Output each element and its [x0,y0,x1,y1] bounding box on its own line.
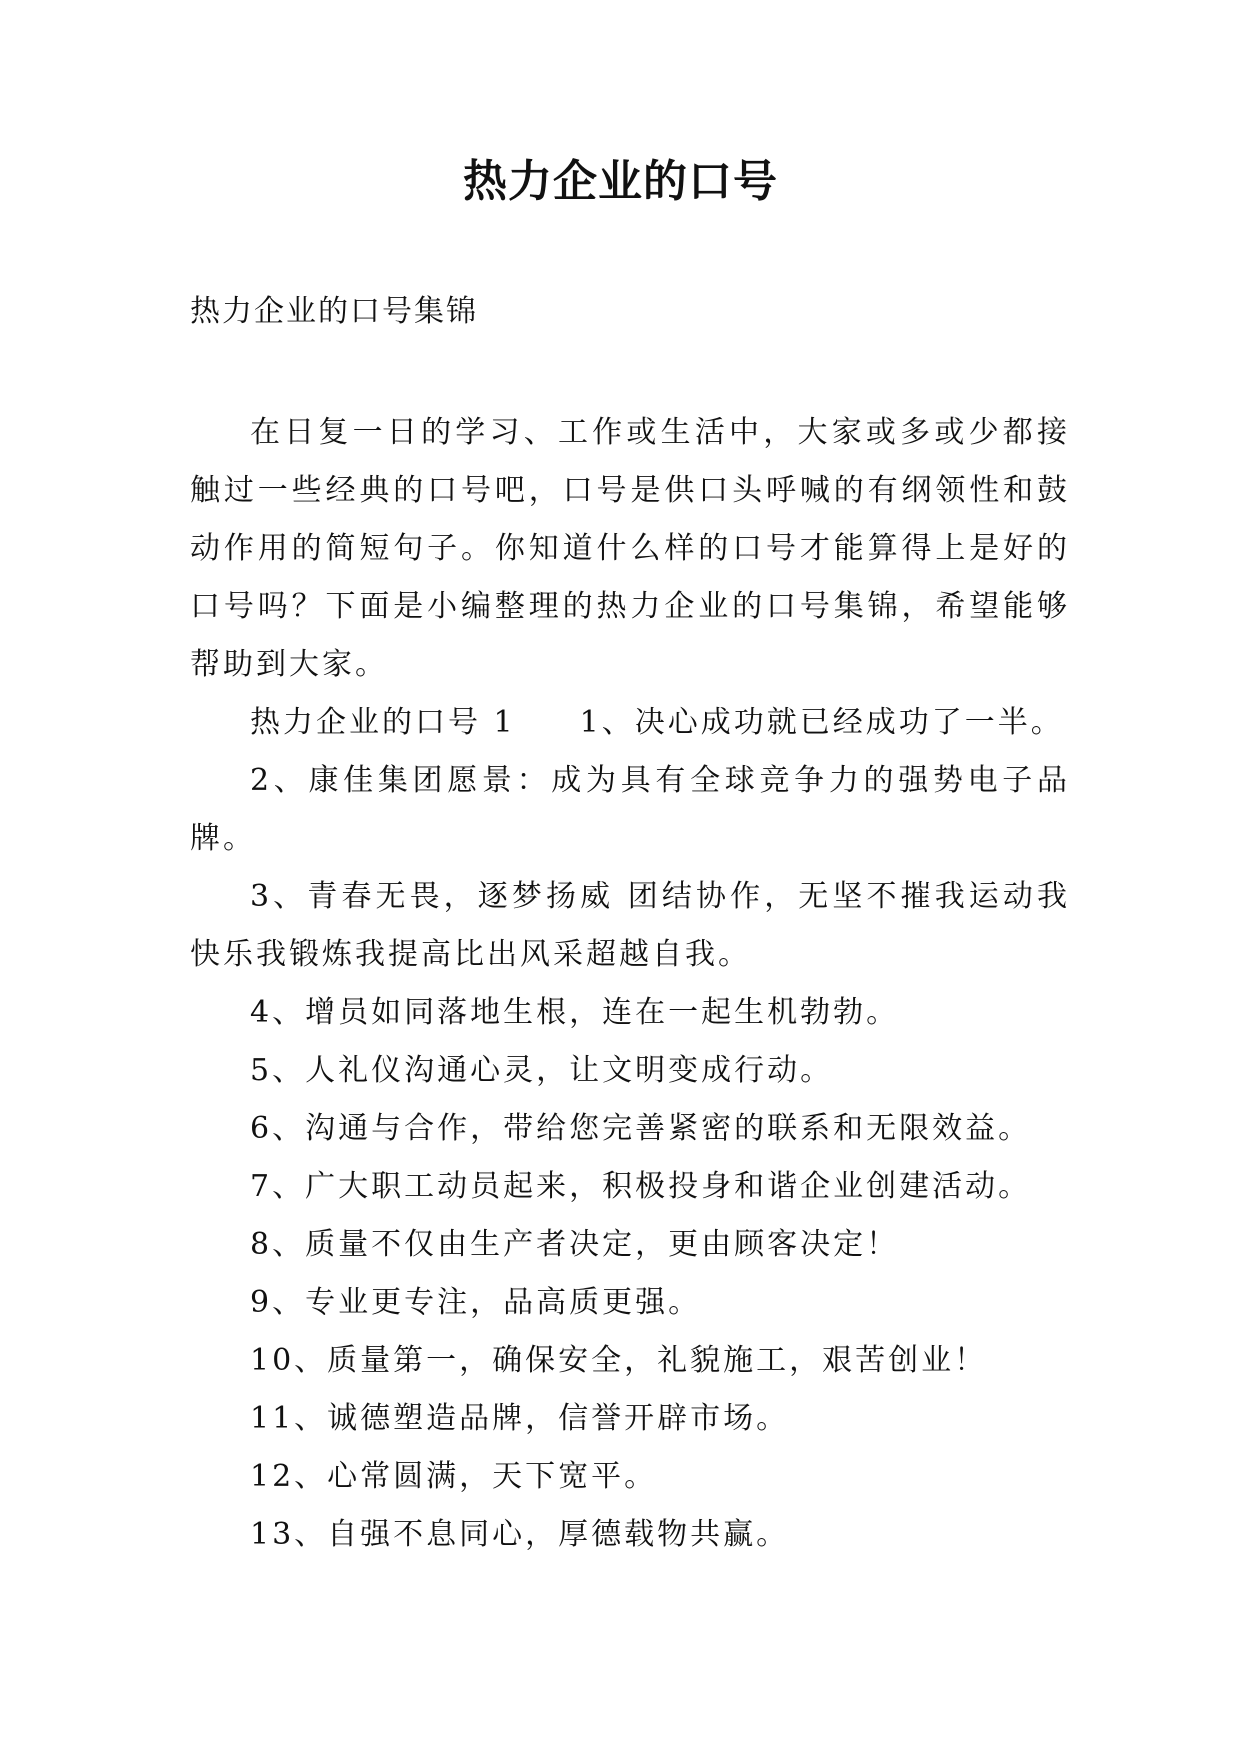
slogan-item: 11、诚德塑造品牌，信誉开辟市场。 [250,1401,790,1436]
slogan-item: 3、青春无畏，逐梦扬威 团结协作，无坚不摧我运动我快乐我锻炼我提高比出风采超越自我。 [190,879,1070,972]
document-subtitle: 热力企业的口号集锦 [190,294,478,329]
document-body [190,404,1070,1564]
slogan-item: 10、质量第一，确保安全，礼貌施工，艰苦创业！ [250,1343,988,1378]
slogan-item: 6、沟通与合作，带给您完善紧密的联系和无限效益。 [250,1111,1032,1146]
slogan-item: 2、康佳集团愿景：成为具有全球竞争力的强势电子品牌。 [190,763,1070,856]
slogan-item: 12、心常圆满，天下宽平。 [250,1459,658,1494]
intro-paragraph: 在日复一日的学习、工作或生活中，大家或多或少都接触过一些经典的口号吧，口号是供口头呼喊的有纲领性和鼓动作用的简短句子。你知道什么样的口号才能算得上是好的口号吗？下面是小编整理的热力企业的口号集锦，希望能够帮助到大家。 [190,415,1070,682]
slogan-item: 4、增员如同落地生根，连在一起生机勃勃。 [250,995,900,1030]
slogan-item: 8、质量不仅由生产者决定，更由顾客决定！ [250,1227,900,1262]
slogan-item: 1、决心成功就已经成功了一半。 [579,705,1064,740]
slogan-item: 9、专业更专注，品高质更强。 [250,1285,702,1320]
document-title: 热力企业的口号 [463,156,778,207]
slogan-item: 7、广大职工动员起来，积极投身和谐企业创建活动。 [250,1169,1032,1204]
section-heading: 热力企业的口号 1 [250,705,516,740]
section-line [190,694,1070,752]
slogan-item: 13、自强不息同心，厚德载物共赢。 [250,1517,790,1552]
slogan-item: 5、人礼仪沟通心灵，让文明变成行动。 [250,1053,834,1088]
